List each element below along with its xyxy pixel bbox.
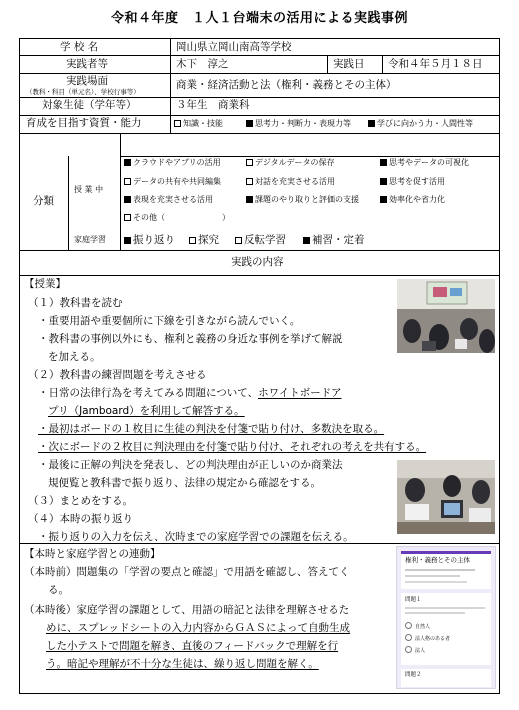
checkbox-icon <box>124 178 131 185</box>
class-label: 授 業 中 <box>74 185 104 194</box>
checkbox-icon <box>246 159 253 166</box>
content-line: （２）教科書の練習問題を考えさせる <box>28 369 207 381</box>
content-line: ・次にボードの２枚目に判決理由を付箋で貼り付け、それぞれの考えを共有する。 <box>38 441 427 453</box>
page-title: 令和４年度 １人１台端末の活用による実践事例 <box>110 11 408 26</box>
content-line: ・振り返りの入力を伝え、次時までの家庭学習での課題を伝える。 <box>38 531 354 543</box>
after-line: した小テストで問題を解き、直後のフィードバックで理解を行 <box>46 640 339 652</box>
link-heading: 【本時と家庭学習との連動】 <box>24 548 161 560</box>
ability-item-thinking: 思考力・判断力・表現力等 <box>246 120 351 128</box>
radio-icon[interactable] <box>405 646 412 653</box>
form-question-1: 問題１ <box>405 597 422 603</box>
checkbox-checked-icon <box>124 159 131 166</box>
checkbox-checked-icon <box>124 196 131 203</box>
content-line: ・教科書の事例以外にも、権利と義務の身近な事例を挙げて解説 <box>38 333 343 345</box>
ability-label: 育成を目指す資質・能力 <box>26 117 142 129</box>
scene-value: 商業・経済活動と法（権利・義務とその主体） <box>176 79 397 91</box>
checkbox-checked-icon <box>303 237 310 244</box>
class-item: データの共有や共同編集 <box>124 178 221 186</box>
form-option[interactable]: 法人格のある者 <box>405 634 450 642</box>
content-line: （４）本時の振り返り <box>28 513 133 525</box>
checkbox-icon <box>235 237 242 244</box>
checkbox-icon <box>246 178 253 185</box>
classification-label: 分類 <box>33 195 54 207</box>
students-tablet-photo <box>397 460 495 534</box>
checkbox-checked-icon <box>380 196 387 203</box>
content-heading: 実践の内容 <box>231 256 284 268</box>
class-heading: 【授業】 <box>24 278 66 290</box>
home-item: 探究 <box>189 235 219 246</box>
checkbox-checked-icon <box>380 159 387 166</box>
form-option[interactable]: 自然人 <box>405 622 430 630</box>
home-item: 振り返り <box>124 235 175 246</box>
content-line: を加える。 <box>48 351 101 363</box>
content-line: 規便覧と教科書で振り返り、法律の規定から確認をする。 <box>48 477 321 489</box>
after-line: めに、スプレッドシートの入力内容からＧＡＳによって自動生成 <box>46 622 350 634</box>
home-label: 家庭学習 <box>74 235 106 244</box>
class-item: 思考やデータの可視化 <box>380 159 469 167</box>
class-item: 対話を充実させる活用 <box>246 178 335 186</box>
content-line: ・重要用語や重要個所に下線を引きながら読んでいく。 <box>38 315 301 327</box>
home-item: 補習・定着 <box>303 235 365 246</box>
checkbox-checked-icon <box>124 237 131 244</box>
target-label: 対象生徒（学年等） <box>42 99 137 111</box>
home-item: 反転学習 <box>235 235 286 246</box>
school-label: 学 校 名 <box>60 41 99 53</box>
form-title: 権利・義務とその主体 <box>405 556 470 564</box>
content-line: （１）教科書を読む <box>28 297 123 309</box>
class-item: 課題のやり取りと評価の支援 <box>246 196 359 204</box>
checkbox-icon <box>124 214 131 221</box>
checkbox-checked-icon <box>380 178 387 185</box>
scene-sublabel: （教科・科目（単元名）、学校行事等） <box>26 88 140 96</box>
content-line: （３）まとめをする。 <box>28 495 133 507</box>
date-label: 実践日 <box>333 58 365 70</box>
class-item: 思考を促す活用 <box>380 178 445 186</box>
teacher-value: 木下 淳之 <box>176 58 229 70</box>
content-line: ・日常の法律行為を考えてみる問題について、ホワイトボードア <box>38 387 342 399</box>
checkbox-checked-icon <box>246 196 253 203</box>
radio-icon[interactable] <box>405 622 412 629</box>
after-line: う。暗記や理解が不十分な生徒は、繰り返し問題を解く。 <box>46 658 319 670</box>
school-value: 岡山県立岡山南高等学校 <box>176 41 292 53</box>
date-value: 令和４年５月１８日 <box>388 58 483 70</box>
ability-item-attitude: 学びに向かう力・人間性等 <box>368 120 473 128</box>
checkbox-icon <box>189 237 196 244</box>
class-item: 効率化や省力化 <box>380 196 445 204</box>
teacher-label: 実践者等 <box>66 58 108 70</box>
class-item-other-close: ） <box>222 213 230 222</box>
class-item-other: その他（ <box>124 214 165 222</box>
form-question-2: 問題２ <box>405 672 422 678</box>
before-line: る。 <box>48 584 69 596</box>
checkbox-checked-icon <box>368 120 375 127</box>
radio-icon[interactable] <box>405 634 412 641</box>
content-line: ・最後に正解の判決を発表し、どの判決理由が正しいのか商業法 <box>38 459 343 471</box>
class-item: デジタルデータの保存 <box>246 159 335 167</box>
class-item: 表現を充実させる活用 <box>124 196 213 204</box>
quiz-form-screenshot <box>396 546 496 689</box>
scene-label: 実践場面 <box>66 75 108 87</box>
classroom-photo <box>397 279 495 353</box>
before-line: （本時前）問題集の「学習の要点と確認」で用語を確認し、答えてく <box>24 566 350 578</box>
target-value: ３年生 商業科 <box>176 99 250 111</box>
content-line: ・最初はボードの１枚目に生徒の判決を付箋で貼り付け、多数決を取る。 <box>38 423 385 435</box>
after-line: （本時後）家庭学習の課題として、用語の暗記と法律を理解させるた <box>24 604 350 616</box>
ability-item-knowledge: 知識・技能 <box>174 120 223 128</box>
content-line: プリ（Jamboard）を利用して解答する。 <box>48 405 245 417</box>
class-item: クラウドやアプリの活用 <box>124 159 221 167</box>
form-option[interactable]: 法人 <box>405 646 425 654</box>
checkbox-icon <box>174 120 181 127</box>
checkbox-checked-icon <box>246 120 253 127</box>
